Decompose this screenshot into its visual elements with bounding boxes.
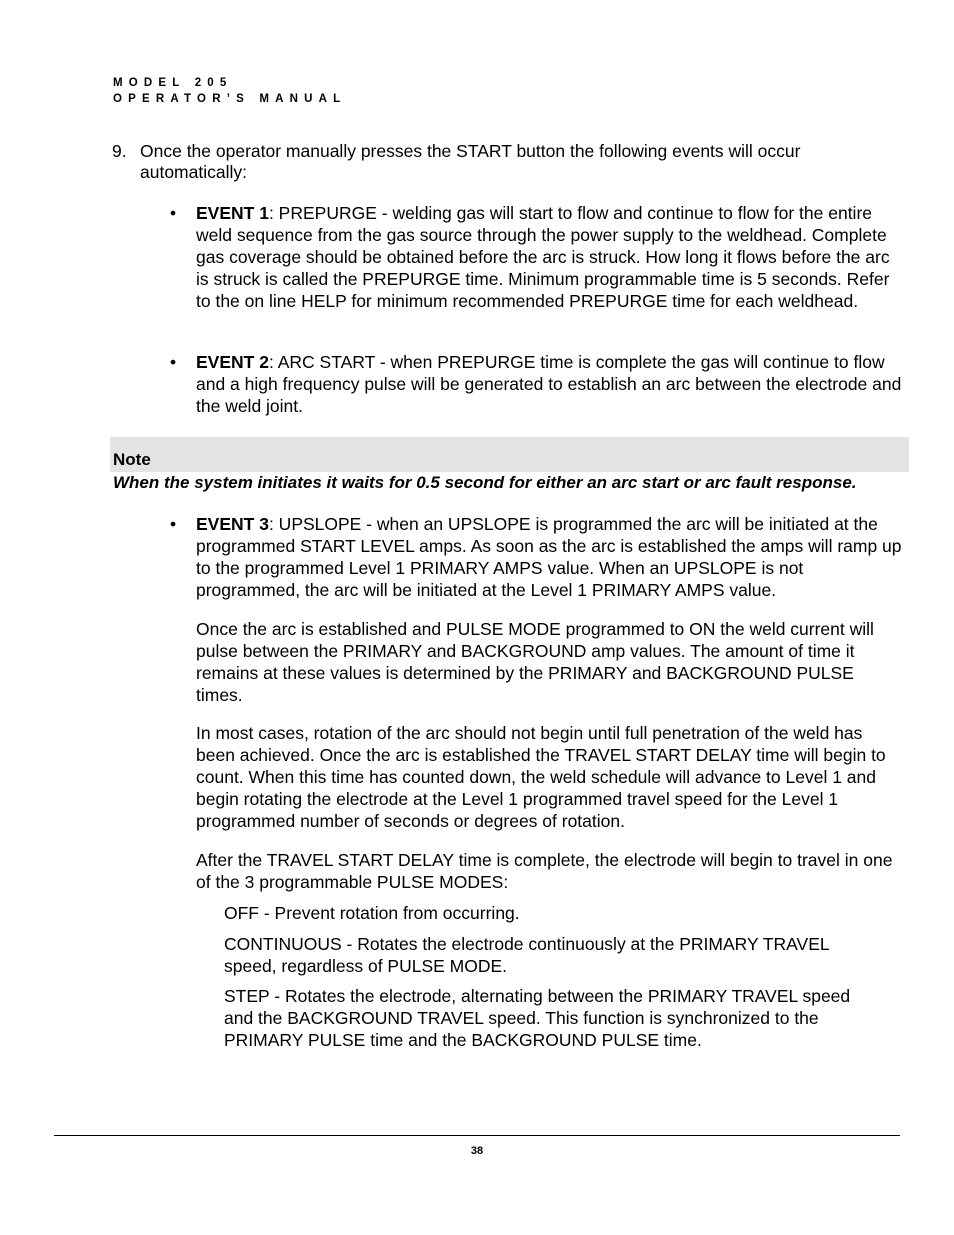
bullet: • <box>170 514 177 534</box>
step-9 <box>112 141 812 183</box>
header-model: MODEL 205 <box>113 77 233 89</box>
step-number: 9. <box>112 141 127 161</box>
bullet: • <box>170 203 177 223</box>
note-text: When the system initiates it waits for 0.5 second for either an arc start or arc fault response. <box>113 473 857 492</box>
event-2-item <box>170 351 905 417</box>
bullet: • <box>170 352 177 372</box>
note-shading <box>110 437 909 472</box>
mode-step: STEP - Rotates the electrode, alternating between the PRIMARY TRAVEL speed and the BACKGROUND TRAVEL speed. This function is synchronized to the PRIMARY PULSE time and the BACKGROUND PULSE time. <box>224 986 851 1050</box>
step-text: Once the operator manually presses the START button the following events will occur automatically: <box>140 141 801 182</box>
paragraph-pulse-mode: Once the arc is established and PULSE MODE programmed to ON the weld current will pulse between the PRIMARY and BACKGROUND amp values. The amount of time it remains at these values is determined by the PRIMARY and BACKGROUND PULSE times. <box>196 619 874 705</box>
event-text: : UPSLOPE - when an UPSLOPE is programmed the arc will be initiated at the programmed START LEVEL amps. As soon as the arc is established the amps will ramp up to the programmed Level 1 PRIMARY AMPS value. When an UPSLOPE is not programmed, the arc will be initiated at the Level 1 PRIMARY AMPS value. <box>196 514 902 600</box>
event-label: EVENT 2 <box>196 352 269 372</box>
event-3-item <box>170 513 905 601</box>
header-manual-title: OPERATOR’S MANUAL <box>113 93 347 105</box>
mode-off: OFF - Prevent rotation from occurring. <box>224 903 520 923</box>
paragraph-travel-delay: After the TRAVEL START DELAY time is complete, the electrode will begin to travel in one of the 3 programmable PULSE MODES: <box>196 850 893 892</box>
paragraph-rotation: In most cases, rotation of the arc should not begin until full penetration of the weld has been achieved. Once the arc is established the TRAVEL START DELAY time will begin to count. When this time has counted down, the weld schedule will advance to Level 1 and begin rotating the electrode at the Level 1 programmed travel speed for the Level 1 programmed number of seconds or degrees of rotation. <box>196 723 886 831</box>
event-1-item <box>170 202 905 312</box>
footer-rule <box>54 1135 900 1136</box>
page-number: 38 <box>470 1145 484 1157</box>
event-text: : PREPURGE - welding gas will start to flow and continue to flow for the entire weld sequence from the gas source through the power supply to the weldhead. Complete gas coverage should be obtained before the arc is struck. How long it flows before the arc is struck is called the PREPURGE time. Minimum programmable time is 5 seconds. Refer to the on line HELP for minimum recommended PREPURGE time for each weldhead. <box>196 203 890 311</box>
event-label: EVENT 3 <box>196 514 269 534</box>
event-label: EVENT 1 <box>196 203 269 223</box>
note-title: Note <box>113 450 151 469</box>
mode-continuous: CONTINUOUS - Rotates the electrode continuously at the PRIMARY TRAVEL speed, regardless of PULSE MODE. <box>224 934 829 976</box>
event-text: : ARC START - when PREPURGE time is complete the gas will continue to flow and a high frequency pulse will be generated to establish an arc between the electrode and the weld joint. <box>196 352 902 416</box>
